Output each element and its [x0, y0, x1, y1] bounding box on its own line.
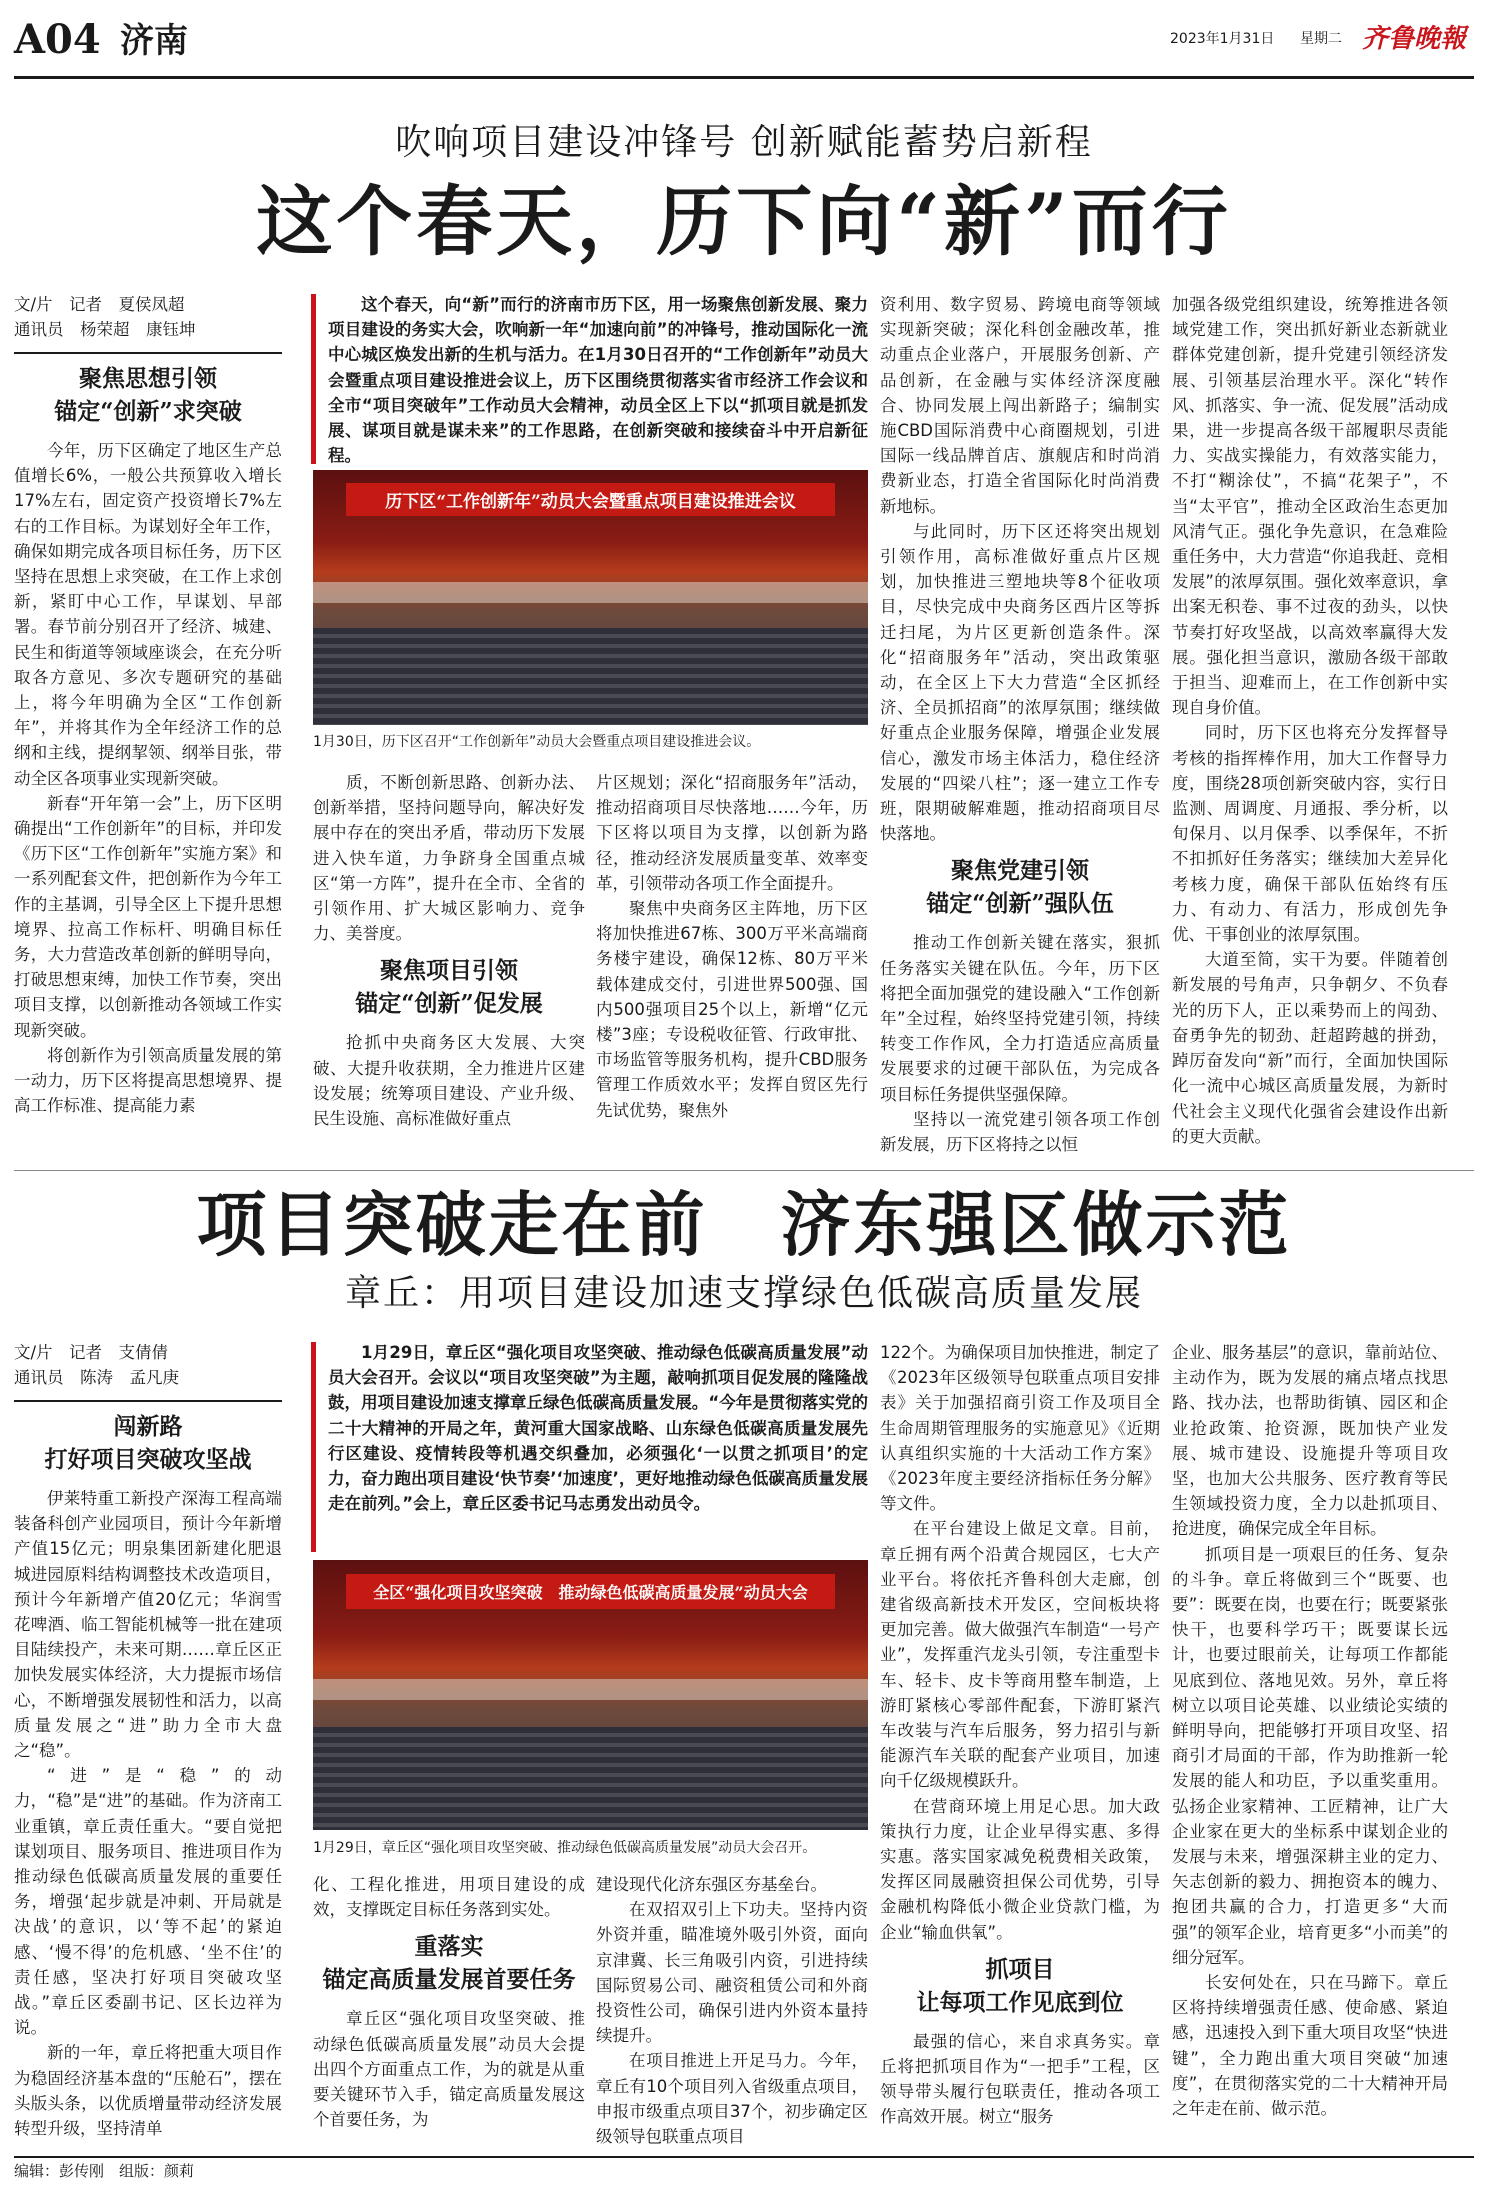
subhead-line: 重落实 [414, 1933, 484, 1961]
header-rule [14, 76, 1474, 79]
story1-lead [328, 292, 868, 472]
audience-rows [313, 628, 868, 725]
subhead-line: 锚定高质量发展首要任务 [322, 1966, 576, 1994]
story1-column-4 [880, 292, 1160, 1165]
story1-subhead-3 [880, 854, 1160, 920]
lead-paragraph: 这个春天，向“新”而行的济南市历下区，用一场聚焦创新发展、聚力项目建设的务实大会，吹响新一年“加速向前”的冲锋号，推动国际化一流中心城区焕发出新的生机与活力。在1月30日召开的“工作创新年”动员大会暨重点项目建设推进会议上，历下区围绕贯彻落实省市经济工作会议和全市“项目突破年”工作动员大会精神，动员全区上下以“抓项目就是抓发展、谋项目就是谋未来”的工作思路，在创新突破和接续奋斗中开启新征程。 [328, 295, 868, 466]
story2-subhead-1 [14, 1410, 282, 1476]
story2-column-2 [313, 1872, 585, 2152]
page-number: A04 [14, 16, 101, 63]
paragraph: 片区规划；深化“招商服务年”活动，推动招商项目尽快落地……今年，历下区将以项目为支撑，以创新为路径，推动经济发展质量变革、效率变革，引领带动各项工作全面提升。 [596, 773, 868, 893]
paragraph: 长安何处在，只在马蹄下。章丘区将持续增强责任感、使命感、紧迫感，迅速投入到下重大项目攻坚“快进键”，全力跑出重大项目突破“加速度”，在贯彻落实党的二十大精神开局之年走在前、做示范。 [1172, 1973, 1448, 2119]
story2-kicker: 章丘：用项目建设加速支撑绿色低碳高质量发展 [344, 1273, 1143, 1314]
paragraph: 抢抓中央商务区大发展、大突破、大提升收获期，全力推进片区建设发展；统筹项目建设、产业升级、民生设施、高标准做好重点 [313, 1033, 585, 1129]
paragraph: 在营商环境上用足心思。加大政策执行力度，让企业早得实惠、多得实惠。落实国家减免税费相关政策，发挥区同晟融资担保公司优势，引导金融机构降低小微企业贷款门槛，为企业“输血供氧”。 [880, 1796, 1160, 1942]
paragraph: 大道至简，实干为要。伴随着创新发展的号角声，只争朝夕、不负春光的历下人，正以乘势而上的闯劲、奋勇争先的韧劲、赶超跨越的拼劲，踔厉奋发向“新”而行，全面加快国际化一流中心城区高质量发展，为新时代社会主义现代化强省会建设作出新的更大贡献。 [1172, 950, 1448, 1146]
story2-photo [313, 1560, 868, 1830]
subhead-line: 抓项目 [985, 1955, 1055, 1983]
story1-column-5 [1172, 292, 1448, 1165]
story1-byline-correspondent: 通讯员 杨荣超 康钰坤 [14, 320, 196, 339]
story1-kicker: 吹响项目建设冲锋号 创新赋能蓄势启新程 [395, 122, 1093, 163]
story2-photo-caption: 1月29日，章丘区“强化项目攻坚突破、推动绿色低碳高质量发展”动员大会召开。 [313, 1840, 817, 1856]
story2-column-1 [14, 1340, 282, 2152]
paragraph: 同时，历下区也将充分发挥督导考核的指挥棒作用，加大工作督导力度，围绕28项创新突破内容，实行日监测、周调度、月通报、季分析，以旬保月、以月保季、以季保年，不折不扣抓好任务落实；继续加大差异化考核力度，确保干部队伍始终有压力、有动力、有活力，形成创先争优、干事创业的浓厚氛围。 [1172, 723, 1448, 945]
stage-seating [313, 582, 868, 602]
story2-column-3 [596, 1872, 868, 2152]
paragraph: 化、工程化推进，用项目建设的成效，支撑既定目标任务落到实处。 [313, 1875, 585, 1920]
paragraph: 最强的信心，来自求真务实。章丘将把抓项目作为“一把手”工程，区领导带头履行包联责任，推动各项工作高效开展。树立“服务 [880, 2031, 1160, 2127]
story1-subhead-2 [313, 954, 585, 1020]
story1-subhead-1 [14, 362, 282, 428]
paragraph: 与此同时，历下区还将突出规划引领作用，高标准做好重点片区规划，加快推进三塑地块等8个征收项目，尽快完成中央商务区西片区等拆迁扫尾，为片区更新创造条件。深化“招商服务年”活动，突出政策驱动，在全区上下大力营造“全区抓经济、全员抓招商”的浓厚氛围；继续做好重点企业服务保障，增强企业发展信心，激发市场主体活力，稳住经济发展的“四梁八柱”；逐一建立工作专班，限期破解难题，推动招商项目尽快落地。 [880, 521, 1160, 844]
lead-accent-bar [311, 1342, 316, 1552]
story2-lead [328, 1340, 868, 1558]
paragraph: 资利用、数字贸易、跨境电商等领域实现新突破；深化科创金融改革，推动重点企业落户，开展服务创新、产品创新，在金融与实体经济深度融合、协同发展上闯出新路子；编制实施CBD国际消费中心商圈规划，引进国际一线品牌首店、旗舰店和时尚消费新业态，打造全省国际化时尚消费新地标。 [880, 295, 1160, 516]
paper-logo: 齐鲁晚報 [1362, 24, 1467, 54]
subhead-line: 让每项工作见底到位 [916, 1988, 1124, 2016]
footer-rule [14, 2156, 1474, 2158]
subhead-line: 打好项目突破攻坚战 [44, 1446, 252, 1473]
paragraph: 加强各级党组织建设，统筹推进各领域党建工作，突出抓好新业态新就业群体党建创新，提升党建引领经济发展、引领基层治理水平。深化“转作风、抓落实、争一流、促发展”活动成果，进一步提高各级干部履职尽责能力、实战实操能力，有效落实能力，不打“糊涂仗”，不搞“花架子”，不当“太平官”，推动全区政治生态更加风清气正。强化争先意识，在急难险重任务中，大力营造“你追我赶、竞相发展”的浓厚氛围。强化效率意识，拿出案无积卷、事不过夜的劲头，以快节奏打好攻坚战，以高效率赢得大发展。强化担当意识，激励各级干部敢于担当、迎难而上，在工作创新中实现自身价值。 [1172, 295, 1448, 718]
issue-date: 2023年1月31日 [1170, 31, 1275, 47]
paragraph: 新的一年，章丘将把重大项目作为稳固经济基本盘的“压舱石”，摆在头版头条，以优质增量带动经济发展转型升级，坚持清单 [14, 2043, 282, 2139]
subhead-line: 锚定“创新”强队伍 [926, 890, 1114, 918]
paragraph: “进”是“稳”的动力，“稳”是“进”的基础。作为济南工业重镇，章丘责任重大。“要自觉把谋划项目、服务项目、推进项目作为推动绿色低碳高质量发展的重要任务，增强‘起步就是冲刺、开局就是决战’的意识，以‘等不起’的紧迫感、‘慢不得’的危机感、‘坐不住’的责任感，坚决打好项目突破攻坚战。”章丘区委副书记、区长边祥为说。 [14, 1766, 282, 2038]
footer-credits: 编辑：彭传刚 组版：颜莉 [14, 2162, 195, 2180]
subhead-line: 聚焦党建引领 [951, 857, 1089, 885]
story2-byline-reporter: 文/片 记者 支倩倩 [14, 1343, 169, 1362]
story1-byline-reporter: 文/片 记者 夏侯凤超 [14, 295, 185, 314]
story1-headline: 这个春天，历下向“新”而行 [256, 177, 1232, 266]
paragraph: 建设现代化济东强区夯基垒台。 [596, 1875, 827, 1894]
story1-column-3 [596, 770, 868, 1165]
paragraph: 伊莱特重工新投产深海工程高端装备科创产业园项目，预计今年新增产值15亿元；明泉集团新建化肥退城进园原料结构调整技术改造项目，预计今年新增产值20亿元；华润雪花啤酒、临工智能机械等一批在建项目陆续投产，未来可期……章丘区正加快发展实体经济，大力提振市场信心，不断增强发展韧性和活力，以高质量发展之“进”助力全市大盘之“稳”。 [14, 1489, 282, 1761]
story1-photo [313, 470, 868, 725]
subhead-line: 锚定“创新”促发展 [355, 990, 543, 1018]
paragraph: 新春“开年第一会”上，历下区明确提出“工作创新年”的目标，并印发《历下区“工作创新年”实施方案》和一系列配套文件，把创新作为今年工作的主基调，引导全区上下提升思想境界、拉高工作标杆、明确目标任务，大力营造改革创新的鲜明导向，打破思想束缚，加快工作节奏，突出项目支撑，以创新推动各领域工作实现新突破。 [14, 793, 282, 1040]
subhead-line: 聚焦项目引领 [380, 957, 518, 985]
story-separator [14, 1170, 1474, 1171]
paragraph: 推动工作创新关键在落实，狠抓任务落实关键在队伍。今年，历下区将把全面加强党的建设融入“工作创新年”全过程，始终坚持党建引领，持续转变工作作风，全力打造适应高质量发展要求的过硬干部队伍，为完成各项目标任务提供坚强保障。 [880, 933, 1160, 1104]
issue-weekday: 星期二 [1300, 31, 1342, 47]
paragraph: 坚持以一流党建引领各项工作创新发展，历下区将持之以恒 [880, 1109, 1160, 1155]
paragraph: 质，不断创新思路、创新办法、创新举措，坚持问题导向，解决好发展中存在的突出矛盾，带动历下发展进入快车道，力争跻身全国重点城区“第一方阵”，提升在全市、全省的引领作用、扩大城区影响力、竞争力、美誉度。 [313, 773, 585, 944]
story1-photo-caption: 1月30日，历下区召开“工作创新年”动员大会暨重点项目建设推进会议。 [313, 734, 761, 750]
stage-banner: 全区“强化项目攻坚突破 推动绿色低碳高质量发展”动员大会 [346, 1574, 834, 1609]
paragraph: 在项目推进上开足马力。今年，章丘有10个项目列入省级重点项目，申报市级重点项目37个，初步确定区级领导包联重点项目 [596, 2051, 868, 2147]
paragraph: 企业、服务基层”的意识，靠前站位、主动作为，既为发展的痛点堵点找思路、找办法，也帮助街镇、园区和企业抢政策、抢资源，既加快产业发展、城市建设、设施提升等项目攻坚，也加大公共服务、医疗教育等民生领域投资力度，全力以赴抓项目、抢进度，确保完成全年目标。 [1172, 1343, 1448, 1539]
story2-subhead-2 [313, 1930, 585, 1996]
subhead-line: 聚焦思想引领 [79, 365, 217, 392]
story2-byline-correspondent: 通讯员 陈涛 孟凡庚 [14, 1368, 179, 1387]
divider [14, 352, 282, 354]
story2-column-5 [1172, 1340, 1448, 2152]
audience-rows [313, 1727, 868, 1830]
paragraph: 聚焦中央商务区主阵地，历下区将加快推进67栋、300万平米高端商务楼宇建设，确保12栋、80万平米载体建成交付，引进世界500强、国内500强项目25个以上，新增“亿元楼”3座；专设税收征管、行政审批、市场监管等服务机构，提升CBD服务管理工作质效水平；发挥自贸区先行先试优势，聚焦外 [596, 899, 868, 1120]
stage-seating [313, 1679, 868, 1701]
section-name: 济南 [120, 21, 188, 61]
stage-banner: 历下区“工作创新年”动员大会暨重点项目建设推进会议 [346, 483, 834, 516]
paragraph: 今年，历下区确定了地区生产总值增长6%，一般公共预算收入增长17%左右，固定资产投资增长7%左右的工作目标。为谋划好全年工作，确保如期完成各项目标任务，历下区坚持在思想上求突破，在工作上求创新，紧盯中心工作，早谋划、早部署。春节前分别召开了经济、城建、民生和街道等领域座谈会，在充分听取各方意见、多次专题研究的基础上，将今年明确为全区“工作创新年”，并将其作为全年经济工作的总纲和主线，提纲挈领、纲举目张，带动全区各项事业实现新突破。 [14, 441, 282, 788]
paragraph: 将创新作为引领高质量发展的第一动力，历下区将提高思想境界、提高工作标准、提高能力素 [14, 1045, 282, 1116]
masthead [14, 14, 1474, 74]
story2-headline: 项目突破走在前 济东强区做示范 [196, 1183, 1292, 1266]
story1-column-2 [313, 770, 585, 1165]
paragraph: 在平台建设上做足文章。目前，章丘拥有两个沿黄合规园区，七大产业平台。将依托齐鲁科创大走廊，创建省级高新技术开发区，空间板块将更加完善。做大做强汽车制造“一号产业”，发挥重汽龙头引领，专注重型卡车、轻卡、皮卡等商用整车制造，上游盯紧核心零部件配套，下游盯紧汽车改装与汽车后服务，努力招引与新能源汽车关联的配套产业项目，加速向千亿级规模跃升。 [880, 1519, 1160, 1791]
story1-column-1 [14, 292, 282, 1165]
paragraph: 在双招双引上下功夫。坚持内资外资并重，瞄准境外吸引外资，面向京津冀、长三角吸引内资，引进持续国际贸易公司、融资租赁公司和外商投资性公司，确保引进内外资本量持续提升。 [596, 1900, 868, 2046]
lead-accent-bar [311, 294, 316, 464]
paragraph: 章丘区“强化项目攻坚突破、推动绿色低碳高质量发展”动员大会提出四个方面重点工作，为的就是从重要关键环节入手，锚定高质量发展这个首要任务，为 [313, 2009, 585, 2130]
lead-paragraph: 1月29日，章丘区“强化项目攻坚突破、推动绿色低碳高质量发展”动员大会召开。会议以“项目攻坚突破”为主题，敲响抓项目促发展的隆隆战鼓，用项目建设加速支撑章丘绿色低碳高质量发展。“今年是贯彻落实党的二十大精神的开局之年，黄河重大国家战略、山东绿色低碳高质量发展先行区建设、疫情转段等机遇交织叠加，必须强化‘一以贯之抓项目’的定力，奋力跑出项目建设‘快节奏’‘加速度’，更好地推动绿色低碳高质量发展走在前列。”会上，章丘区委书记马志勇发出动员令。 [328, 1343, 868, 1514]
paragraph: 抓项目是一项艰巨的任务、复杂的斗争。章丘将做到三个“既要、也要”：既要在岗，也要在行；既要紧张快干，也要科学巧干；既要谋长远计，也要过眼前关，让每项工作都能见底到位、落地见效。另外，章丘将树立以项目论英雄、以业绩论实绩的鲜明导向，把能够打开项目攻坚、招商引才局面的干部，作为助推新一轮发展的能人和功臣，予以重奖重用。弘扬企业家精神、工匠精神，让广大企业家在更大的坐标系中谋划企业的发展与未来，增强深耕主业的定力、矢志创新的毅力、拥抱资本的魄力、抱团共赢的合力，打造更多“大而强”的领军企业，培育更多“小而美”的细分冠军。 [1172, 1544, 1448, 1967]
story2-column-4 [880, 1340, 1160, 2152]
subhead-line: 闯新路 [113, 1413, 183, 1440]
subhead-line: 锚定“创新”求突破 [54, 398, 242, 425]
story2-subhead-3 [880, 1953, 1160, 2019]
paragraph: 122个。为确保项目加快推进，制定了《2023年区级领导包联重点项目安排表》关于加强招商引资工作及项目全生命周期管理服务的实施意见》《近期认真组织实施的十大活动工作方案》《2023年度主要经济指标任务分解》等文件。 [880, 1343, 1160, 1514]
divider [14, 1400, 282, 1402]
